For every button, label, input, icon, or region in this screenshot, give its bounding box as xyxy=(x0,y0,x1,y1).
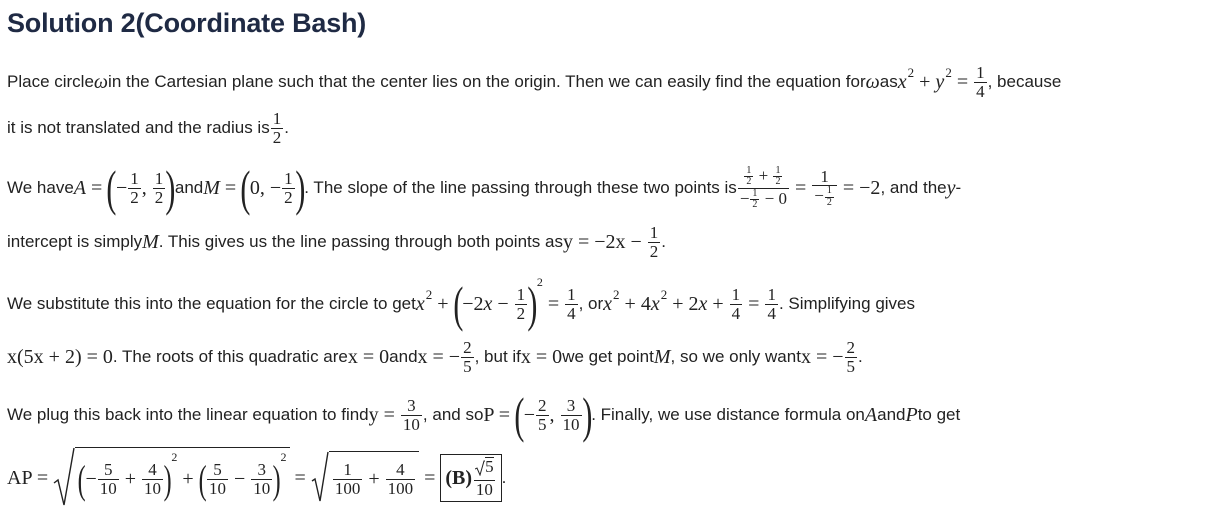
paragraph-3-line-2: x(5x + 2) = 0 . The roots of this quadratic are x = 0 and x = − $\frac{2}{5}$ , but if x = 0 we get point M , so we only want x = − $\frac{2}{5}$ . xyxy=(7,337,863,376)
point-P-coordinates: P = ( − 2 5 , 3 10 ) xyxy=(483,387,592,443)
radical-sign-icon xyxy=(311,451,329,505)
paragraph-3-line-1: We substitute this into the equation for the circle to get x $^2$ + ( −2 x − 1 2 ) $^2$ = 1 4 , or x $^2$ + 4 x $^2$ + 2 x + 1 4 = 1 4 . Simplifying gives xyxy=(7,274,916,332)
answer-box: (B) 5 10 xyxy=(440,454,501,502)
point-A-coordinates: A = ( − 1 2 , 1 2 ) xyxy=(73,160,176,216)
quadratic-equation: x(5x + 2) = 0 xyxy=(7,345,113,368)
slope-expression: $\frac{1}{2}$ + $\frac{1}{2}$ − $\frac{1}{2}$ − 0 = 1 − $\frac{1}{2}$ = −2 xyxy=(739,164,881,210)
point-M-coordinates: M = ( 0, − 1 2 ) xyxy=(203,160,305,216)
omega-symbol: ω xyxy=(93,70,109,93)
paragraph-2-line-1: We have A = ( − 1 2 , 1 2 ) and M = ( 0, − 1 2 ) . The slope of the line passing through these two points is $\frac{1}{2}$ + $\frac{1}{2}$ − $\frac{1}{2}$ − 0 = 1 − $\frac{1}{2}$ = −2 , and the y - xyxy=(7,160,962,216)
substituted-equation: x $^2$ + ( −2 x − 1 2 ) $^2$ = 1 4 xyxy=(415,274,576,332)
paragraph-4-line-1: We plug this back into the linear equation to find y = $\frac{3}{10}$ , and so P = ( − 2 5 , 3 10 ) . Finally, we use distance formula on A and P to get xyxy=(7,387,961,443)
square-root-1: ( − 5 10 + 4 10 ) $^2$ + ( 5 10 − 3 10 ) $^2$ xyxy=(53,447,289,509)
line-equation: y = −2x − $\frac{1}{2}$ xyxy=(562,222,659,261)
paragraph-2-line-2: intercept is simply M . This gives us the line passing through both points as y = −2x − $\frac{1}{2}$ . xyxy=(7,222,667,261)
distance-formula: AP = ( − 5 10 + 4 10 ) $^2$ + ( 5 10 − 3 10 ) $^2$ = 1 100 + 4 100 = (B) 5 10 xyxy=(7,447,502,509)
section-heading: Solution 2(Coordinate Bash) xyxy=(7,8,367,38)
circle-equation: x $^2$ + y $^2$ = 1 4 xyxy=(897,62,985,101)
expanded-equation: x $^2$ + 4 x $^2$ + 2 x + 1 4 = 1 4 xyxy=(603,284,776,323)
paragraph-1-line-1: Place circle ω in the Cartesian plane such that the center lies on the origin. Then we can easily find the equation for ω as x $^2$ + y $^2$ = 1 4 , because xyxy=(7,62,1062,101)
paragraph-1-line-2: it is not translated and the radius is 1 2 . xyxy=(7,108,289,147)
radius-value: 1 2 xyxy=(272,108,282,147)
square-root-2: 1 100 + 4 100 xyxy=(311,451,419,505)
radical-sign-icon xyxy=(53,447,75,509)
y-value: y = $\frac{3}{10}$ xyxy=(368,395,420,434)
distance-formula-line: AP = ( − 5 10 + 4 10 ) $^2$ + ( 5 10 − 3 10 ) $^2$ = 1 100 + 4 100 = (B) 5 10 . xyxy=(7,468,506,488)
radical-sign-icon xyxy=(475,460,485,476)
root-value: x = − $\frac{2}{5}$ xyxy=(417,337,472,376)
